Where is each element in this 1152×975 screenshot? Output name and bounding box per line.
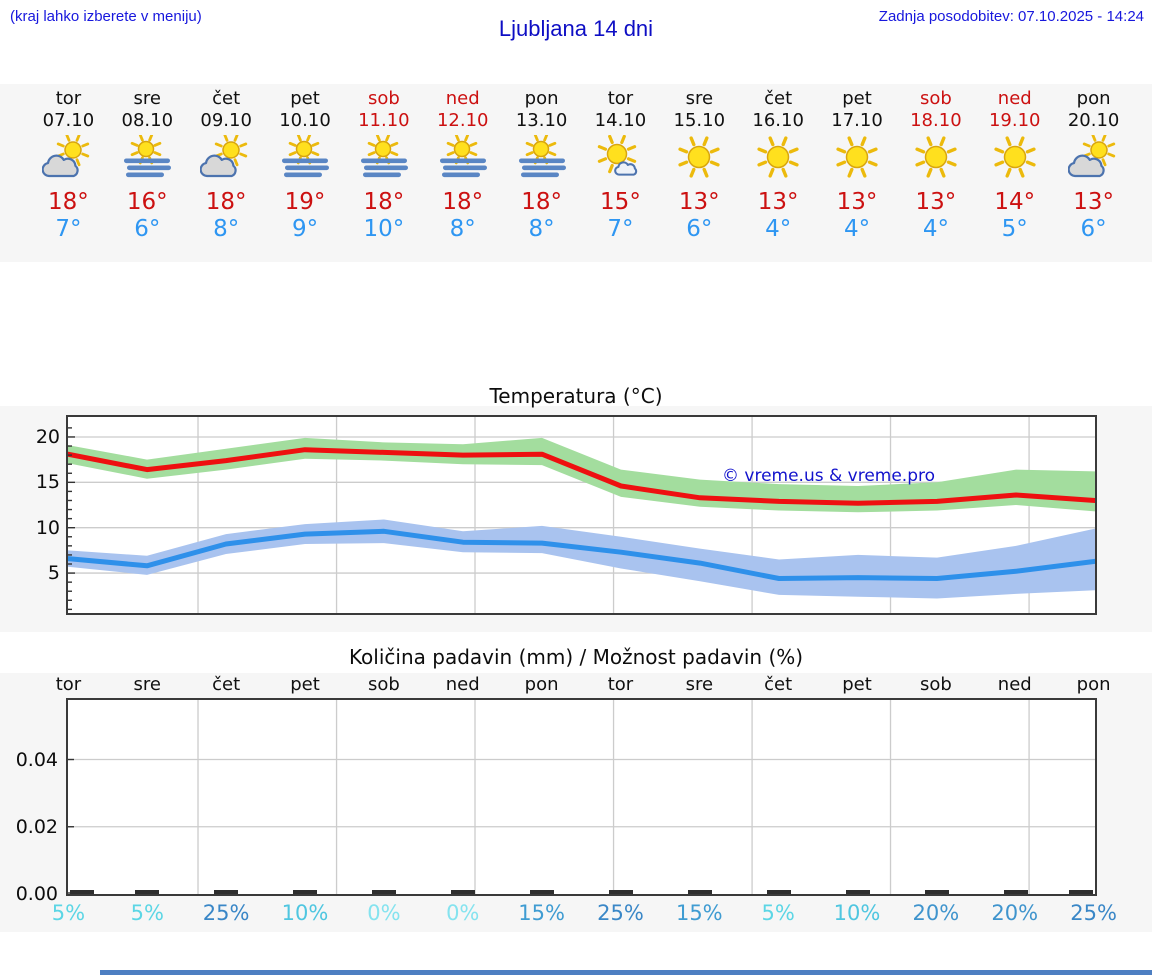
precipitation-day-labels bbox=[29, 674, 1133, 695]
day-forecast-column bbox=[660, 84, 739, 262]
sun-fog-icon bbox=[108, 135, 187, 185]
low-temp: 9° bbox=[291, 216, 319, 242]
day-forecast-column bbox=[344, 84, 423, 262]
day-date: 13.10 bbox=[515, 110, 568, 131]
low-temp: 4° bbox=[922, 216, 949, 242]
low-temp: 4° bbox=[843, 216, 871, 242]
sun-fog-icon bbox=[266, 135, 345, 185]
precip-day-label: pet bbox=[290, 674, 320, 695]
page-title: Ljubljana 14 dni bbox=[498, 16, 654, 41]
high-temp: 13° bbox=[915, 189, 957, 215]
sun-cloud-icon bbox=[1054, 135, 1133, 185]
precip-probability: 5% bbox=[761, 901, 795, 925]
high-temp: 18° bbox=[48, 189, 89, 215]
low-temp: 4° bbox=[765, 216, 792, 242]
high-temp: 19° bbox=[284, 189, 326, 215]
last-updated: Zadnja posodobitev: 07.10.2025 - 14:24 bbox=[878, 8, 1144, 25]
low-temp: 8° bbox=[213, 216, 240, 242]
day-date: 12.10 bbox=[436, 110, 489, 131]
precip-day-label: pet bbox=[842, 674, 872, 695]
high-temp: 16° bbox=[126, 189, 168, 215]
low-temp: 7° bbox=[607, 216, 634, 242]
day-name: sre bbox=[133, 88, 162, 109]
day-date: 20.10 bbox=[1067, 110, 1120, 131]
sun-icon bbox=[818, 135, 897, 185]
day-name: ned bbox=[997, 88, 1032, 109]
day-name: pon bbox=[1076, 88, 1111, 109]
high-temp: 15° bbox=[600, 189, 641, 215]
location-menu-hint: (kraj lahko izberete v meniju) bbox=[10, 8, 202, 25]
day-date: 15.10 bbox=[673, 110, 726, 131]
precip-probability: 5% bbox=[130, 901, 164, 925]
precip-day-label: čet bbox=[212, 674, 241, 695]
sun-cloud-icon bbox=[187, 135, 266, 185]
high-temp: 13° bbox=[757, 189, 799, 215]
precip-probability: 20% bbox=[912, 901, 960, 925]
day-forecast-column bbox=[266, 84, 345, 262]
precip-day-label: ned bbox=[445, 674, 480, 695]
precip-probability: 25% bbox=[202, 901, 250, 925]
high-temp: 18° bbox=[442, 189, 484, 215]
precipitation-chart bbox=[66, 698, 1097, 896]
sun-icon bbox=[975, 135, 1054, 185]
day-name: sob bbox=[367, 88, 400, 109]
sun-cloud-icon bbox=[29, 135, 108, 185]
day-forecast-column bbox=[502, 84, 581, 262]
day-name: pet bbox=[842, 88, 872, 109]
low-temp: 6° bbox=[686, 216, 713, 242]
sun-icon bbox=[660, 135, 739, 185]
day-date: 17.10 bbox=[831, 110, 883, 131]
sun-fog-icon bbox=[423, 135, 502, 185]
day-name: tor bbox=[55, 88, 82, 109]
precip-probability: 10% bbox=[281, 901, 329, 925]
day-forecast-column bbox=[187, 84, 266, 262]
high-temp: 18° bbox=[363, 189, 405, 215]
forecast-strip bbox=[29, 84, 1133, 262]
precip-probability: 0% bbox=[367, 901, 401, 925]
low-temp: 6° bbox=[1080, 216, 1107, 242]
precip-probability: 5% bbox=[51, 901, 86, 925]
day-date: 08.10 bbox=[121, 110, 174, 131]
day-forecast-column bbox=[739, 84, 818, 262]
day-name: čet bbox=[212, 88, 241, 109]
precip-probability: 15% bbox=[675, 901, 723, 925]
day-name: ned bbox=[445, 88, 480, 109]
precip-probability: 20% bbox=[991, 901, 1039, 925]
day-forecast-column bbox=[581, 84, 660, 262]
day-date: 09.10 bbox=[200, 110, 252, 131]
high-temp: 13° bbox=[1073, 189, 1114, 215]
temperature-y-axis-label: 20 bbox=[35, 425, 60, 448]
temperature-y-axis-label: 10 bbox=[35, 516, 60, 539]
precip-day-label: sre bbox=[133, 674, 162, 695]
low-temp: 5° bbox=[1001, 216, 1028, 242]
precip-probability: 10% bbox=[833, 901, 881, 925]
day-name: sob bbox=[919, 88, 952, 109]
sun-small-cloud-icon bbox=[581, 135, 660, 185]
precip-day-label: tor bbox=[55, 674, 82, 695]
low-temp: 8° bbox=[528, 216, 555, 242]
sun-fog-icon bbox=[502, 135, 581, 185]
day-forecast-column bbox=[818, 84, 897, 262]
day-name: čet bbox=[764, 88, 793, 109]
day-date: 14.10 bbox=[594, 110, 647, 131]
day-date: 11.10 bbox=[358, 110, 410, 131]
precip-day-label: pon bbox=[524, 674, 559, 695]
sun-fog-icon bbox=[344, 135, 423, 185]
low-temp: 6° bbox=[134, 216, 161, 242]
day-forecast-column bbox=[896, 84, 975, 262]
precip-day-label: pon bbox=[1076, 674, 1111, 695]
bottom-blue-bar bbox=[100, 970, 1152, 975]
day-date: 07.10 bbox=[42, 110, 95, 131]
low-temp: 7° bbox=[55, 216, 82, 242]
precip-probability: 25% bbox=[597, 901, 644, 925]
precip-day-label: ned bbox=[997, 674, 1032, 695]
high-temp: 18° bbox=[205, 189, 247, 215]
precipitation-y-axis-label: 0.04 bbox=[15, 748, 58, 771]
sun-icon bbox=[896, 135, 975, 185]
day-name: pet bbox=[290, 88, 320, 109]
sun-icon bbox=[739, 135, 818, 185]
precip-day-label: sob bbox=[919, 674, 952, 695]
day-forecast-column bbox=[423, 84, 502, 262]
day-forecast-column bbox=[1054, 84, 1133, 262]
temperature-chart bbox=[66, 415, 1097, 615]
day-forecast-column bbox=[975, 84, 1054, 262]
precip-day-label: sre bbox=[685, 674, 714, 695]
precipitation-y-axis-label: 0.02 bbox=[15, 815, 58, 838]
temperature-chart-title: Temperatura (°C) bbox=[489, 384, 663, 408]
day-date: 16.10 bbox=[752, 110, 804, 131]
precip-day-label: čet bbox=[764, 674, 793, 695]
precipitation-chart-title: Količina padavin (mm) / Možnost padavin (%) bbox=[348, 645, 804, 669]
high-temp: 13° bbox=[836, 189, 878, 215]
day-forecast-column bbox=[108, 84, 187, 262]
precip-day-label: sob bbox=[367, 674, 400, 695]
day-name: tor bbox=[607, 88, 634, 109]
day-date: 10.10 bbox=[279, 110, 331, 131]
high-temp: 13° bbox=[678, 189, 720, 215]
day-date: 19.10 bbox=[988, 110, 1041, 131]
precipitation-probability-row bbox=[29, 901, 1133, 925]
day-forecast-column bbox=[29, 84, 108, 262]
high-temp: 18° bbox=[521, 189, 562, 215]
day-name: sre bbox=[685, 88, 714, 109]
precip-day-label: tor bbox=[607, 674, 634, 695]
precip-probability: 0% bbox=[446, 901, 480, 925]
precip-probability: 25% bbox=[1070, 901, 1117, 925]
temperature-y-axis-label: 15 bbox=[35, 471, 60, 494]
day-date: 18.10 bbox=[910, 110, 962, 131]
temperature-y-axis-label: 5 bbox=[47, 562, 60, 585]
watermark: © vreme.us & vreme.pro bbox=[722, 466, 936, 486]
precipitation-y-axis-label: 0.00 bbox=[15, 883, 58, 905]
high-temp: 14° bbox=[994, 189, 1036, 215]
precip-probability: 15% bbox=[518, 901, 565, 925]
day-name: pon bbox=[524, 88, 559, 109]
low-temp: 10° bbox=[363, 216, 405, 242]
low-temp: 8° bbox=[449, 216, 476, 242]
